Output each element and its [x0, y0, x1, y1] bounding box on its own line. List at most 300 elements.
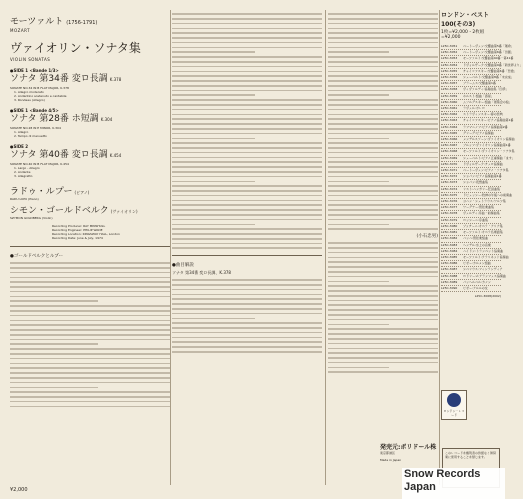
text-line [328, 271, 438, 273]
rental-notice: このレコードを権利者の許諾なく賃貸業に使用することを禁じます。 [445, 451, 497, 460]
work-title-text: ソナタ 第40番 変ロ長調 [10, 150, 108, 160]
text-line [10, 363, 170, 365]
essay-text-block [328, 242, 438, 373]
series-catalog-column [441, 10, 523, 299]
text-line [172, 181, 255, 183]
series-item-number: L25C-3078 [441, 211, 458, 216]
text-line [328, 66, 438, 68]
movement: 1. Allegro [14, 130, 29, 134]
text-line [328, 118, 438, 120]
text-line [328, 42, 438, 44]
series-item-title: モーツァルト:ヴァイオリン・ソナタ集 [463, 149, 515, 154]
text-line [328, 281, 389, 283]
text-line [10, 300, 98, 302]
series-item-title: ショパン:夜想曲集 [463, 180, 488, 185]
text-line [172, 109, 322, 111]
text-line [10, 343, 98, 345]
divider [10, 246, 170, 247]
work-title [10, 114, 170, 125]
series-item-title: ロッシーニ:序曲集 [463, 217, 488, 222]
text-line [328, 71, 438, 73]
publisher-address: 東京都港区 [380, 451, 396, 455]
text-line [10, 286, 170, 288]
text-line [328, 51, 389, 53]
text-line [328, 190, 438, 192]
text-line [10, 320, 170, 322]
text-line [10, 291, 170, 293]
text-line [172, 195, 322, 197]
text-line [328, 209, 438, 211]
text-line [172, 152, 322, 154]
text-line [172, 28, 322, 30]
series-item-title: ワーグナー:管弦楽曲集 [463, 205, 495, 210]
series-item-number: L25C-3057 [441, 81, 458, 86]
text-line [328, 75, 438, 77]
movement: 1. Largo - Allegro [14, 166, 40, 170]
album-title-en: VIOLIN SONATAS [10, 57, 51, 62]
text-line [328, 338, 438, 340]
series-item-title: ヴェルディ:序曲・前奏曲集 [463, 211, 500, 216]
series-item-title: シューベルト:交響曲第8番「未完成」 [463, 75, 514, 80]
series-item-number: L25C-3083 [441, 242, 458, 247]
series-prices: 1枚=¥2,000・2枚組=¥2,000 [441, 30, 485, 40]
text-line [172, 147, 322, 149]
text-line [10, 272, 170, 274]
text-line [172, 327, 322, 329]
movement: 3. Rondeau (Allegro) [14, 98, 45, 102]
text-line [172, 51, 255, 53]
work-title [10, 150, 170, 161]
text-line [328, 357, 438, 359]
series-item-number: L25C-3070 [441, 161, 458, 166]
text-line [172, 337, 322, 339]
series-item-title: メンデルスゾーン:ヴァイオリン協奏曲 [463, 137, 515, 142]
text-line [10, 334, 170, 336]
series-item-number: L25C-3079 [441, 217, 458, 222]
text-line [172, 80, 322, 82]
text-line [172, 204, 322, 206]
section-subheading: ソナタ 第34番 変ロ長調、K.378 [172, 270, 231, 276]
series-item-number: L25C-3068 [441, 149, 458, 154]
made-in-label: Made in Japan [380, 458, 402, 462]
series-item-number: L25C-3067 [441, 143, 458, 148]
text-line [328, 333, 438, 335]
text-line [172, 341, 322, 343]
text-line [172, 138, 255, 140]
text-line [10, 310, 170, 312]
text-line [10, 401, 170, 403]
text-line [328, 152, 438, 154]
publisher: 発売元:ポリドール株 [380, 444, 437, 451]
text-line [172, 85, 322, 87]
text-line [172, 200, 322, 202]
text-line [172, 346, 322, 348]
text-line [328, 362, 438, 364]
text-line [172, 219, 322, 221]
series-item-title: ムソルグスキー:組曲「展覧会の絵」 [463, 99, 512, 104]
text-line [10, 396, 170, 398]
text-line [328, 266, 438, 268]
text-line [10, 353, 170, 355]
series-item-title: ラフマニノフ:ピアノ協奏曲第2番 [463, 124, 508, 129]
text-line [172, 142, 322, 144]
text-line [328, 224, 389, 226]
text-line [328, 242, 438, 244]
text-line [328, 309, 438, 311]
series-item-title: ヨハン・シュトラウス:ワルツ集 [463, 199, 506, 204]
text-line [172, 133, 322, 135]
series-item-number: L25C-3080 [441, 223, 458, 228]
movement: 2. Tempo di menuetto [14, 134, 47, 138]
series-item-title: ヘンデル:水上の音楽 [463, 242, 491, 247]
work-catalog: K.454 [109, 153, 122, 158]
watermark: Japan [404, 481, 436, 493]
series-item-number: L25C-3063 [441, 118, 458, 123]
series-item-title: モーツァルト:交響曲第40番・第41番 [463, 56, 514, 61]
text-line [328, 247, 438, 249]
text-line [172, 332, 322, 334]
series-item-title: パッヘルベル:カノン [463, 279, 491, 284]
series-item-number: L25C-3075 [441, 192, 458, 197]
text-line [328, 142, 438, 144]
price-label: ¥2,000 [10, 487, 28, 493]
album-title: ヴァイオリン・ソナタ集 [10, 41, 141, 55]
series-item-number: L25C-3071 [441, 168, 458, 173]
text-line [172, 313, 322, 315]
text-line [10, 382, 170, 384]
text-line [172, 66, 322, 68]
series-item-number: L25C-3081 [441, 230, 458, 235]
text-line [172, 233, 322, 235]
text-line [172, 284, 322, 286]
series-item-title: シューベルト:ピアノ五重奏曲「ます」 [463, 155, 515, 160]
series-item-number: L25C-3076 [441, 199, 458, 204]
series-item-number: L25C-3082 [441, 236, 458, 241]
text-line [328, 257, 438, 259]
text-line [328, 90, 438, 92]
section-heading: ●曲目解説 [172, 263, 194, 269]
text-line [328, 214, 438, 216]
text-line [172, 351, 322, 353]
text-line [328, 367, 389, 369]
text-line [172, 322, 322, 324]
series-item-title: ベートーヴェン:ピアノ・ソナタ集 [463, 168, 509, 173]
text-line [172, 118, 322, 120]
text-line [172, 308, 322, 310]
series-item-number: L25C-3069 [441, 155, 458, 160]
series-item-title: シベリウス:フィンランディア [463, 267, 503, 272]
text-line [328, 18, 438, 20]
series-item-title: チャイコフスキー:ピアノ協奏曲第1番 [463, 118, 514, 123]
text-line [10, 329, 170, 331]
text-line [328, 352, 438, 354]
text-line [172, 94, 255, 96]
performer-name: シモン・ゴールドベルク [10, 206, 109, 216]
work-title-text: ソナタ 第28番 ホ短調 [10, 114, 99, 124]
text-line [328, 319, 438, 321]
text-line [172, 171, 322, 173]
text-line [328, 104, 438, 106]
composer [10, 14, 170, 27]
text-line [328, 176, 438, 178]
text-line [328, 161, 438, 163]
series-item-number: L25C-3052 [441, 50, 458, 55]
work-catalog: K.304 [100, 117, 113, 122]
text-line [172, 243, 322, 245]
credit-line: Recording Location: KINGSWAY HALL, London [52, 232, 120, 236]
text-line [172, 42, 322, 44]
series-item-number: L25C-3077 [441, 205, 458, 210]
label-logo-icon [447, 393, 461, 407]
work-title [10, 74, 170, 85]
text-line [10, 348, 170, 350]
column-divider [170, 10, 171, 485]
movement: 3. Allegretto [14, 174, 33, 178]
series-item-number: L25C-3072 [441, 174, 458, 179]
movement: 1. Allegro moderato [14, 90, 44, 94]
text-line [10, 315, 170, 317]
series-item-number: L25C-3084 [441, 248, 458, 253]
series-item-number: L25C-3073 [441, 180, 458, 185]
credit-line: Recording Engineer: PHILIP WADE [52, 228, 103, 232]
series-item-number: L25C-3062 [441, 112, 458, 117]
recording-credits [52, 224, 132, 240]
series-item [441, 286, 501, 292]
series-item-number: L25C-3053 [441, 56, 458, 61]
text-line [10, 391, 170, 393]
text-line [328, 47, 438, 49]
text-line [10, 281, 170, 283]
text-line [172, 32, 322, 34]
series-item-title: チャイコフスキー:交響曲第6番「悲愴」 [463, 68, 517, 73]
text-line [10, 377, 170, 379]
series-item-title: ブラームス:交響曲第1番 [463, 81, 496, 86]
side-label: ●SIDE 2 [10, 144, 29, 149]
series-item-title: ラヴェル:ボレロ [463, 106, 485, 111]
essay-text-block [10, 262, 170, 407]
text-line [172, 279, 322, 281]
work-title-en: SONATE NO.40 IN B FLAT MAJOR, K.454 [10, 162, 69, 166]
series-item-number: L25C-3086 [441, 261, 458, 266]
text-line [172, 294, 322, 296]
text-line [10, 358, 170, 360]
text-line [328, 37, 438, 39]
text-line [10, 262, 170, 264]
text-line [10, 324, 170, 326]
text-line [328, 138, 389, 140]
text-line [328, 200, 438, 202]
text-line [172, 289, 322, 291]
performer [10, 184, 170, 197]
series-item-title: ベートーヴェン:交響曲第6番「田園」 [463, 50, 514, 55]
movement: 2. Andante [14, 170, 31, 174]
divider [172, 255, 322, 256]
performer-name-en: SZYMON GOLDBERG (Violin) [10, 216, 53, 220]
text-line [172, 228, 322, 230]
text-line [172, 303, 322, 305]
column-divider [325, 10, 326, 485]
essay-text-block [172, 13, 322, 249]
text-line [10, 277, 170, 279]
series-item-number: L25C-3054 [441, 62, 458, 67]
performer-instrument: (ピアノ) [74, 190, 90, 195]
series-item-number: L25C-3058 [441, 87, 458, 92]
performer-name-en: RADU LUPU (Piano) [10, 197, 39, 201]
text-line [328, 94, 389, 96]
performer-instrument: (ヴァイオリン) [110, 209, 138, 214]
text-line [172, 75, 322, 77]
text-line [172, 104, 322, 106]
middle-column-1 [172, 10, 322, 356]
side-label: ●SIDE 1 <Bande 1/3> [10, 68, 59, 73]
text-line [328, 99, 438, 101]
performers [10, 184, 170, 220]
text-line [328, 32, 438, 34]
credit-line: Recording Date: June & July, 1974 [52, 236, 103, 240]
performer [10, 203, 170, 216]
section-heading: ●ゴールドベルクとルプー [10, 254, 64, 259]
label-logo-text: ロンドン・レコード [443, 409, 465, 417]
series-item-title: ハイドン:トランペット協奏曲 [463, 248, 504, 253]
series-item-title: モーツァルト:クラリネット協奏曲 [463, 254, 509, 259]
text-line [328, 285, 438, 287]
text-line [10, 367, 170, 369]
text-line [328, 304, 438, 306]
series-item-number: L25C-3090 [441, 285, 458, 290]
text-line [172, 298, 322, 300]
series-item-title: ロドリーゴ:アランフェス協奏曲 [463, 273, 506, 278]
work-title-en: SONATE NO.34 IN B FLAT MAJOR, K.378 [10, 86, 69, 90]
text-line [172, 238, 322, 240]
series-list [441, 44, 523, 292]
series-item-title: プッチーニ:オペラ・アリア集 [463, 223, 503, 228]
series-item-number: L25C-3051 [441, 44, 458, 48]
series-item-title: ビゼー:アルルの女 [463, 285, 488, 290]
side-label: ●SIDE 1 <Bande 4/5> [10, 108, 59, 113]
series-item-title: リスト:ハンガリー狂詩曲集 [463, 186, 500, 191]
author-signature: (小石忠男) [416, 234, 438, 240]
text-line [172, 37, 322, 39]
series-item-number: L25C-3056 [441, 75, 458, 80]
series-item-number: L25C-3089 [441, 279, 458, 284]
text-line [172, 209, 322, 211]
series-item-number: L25C-3066 [441, 137, 458, 142]
text-line [328, 61, 438, 63]
composer-name-en: MOZART [10, 28, 31, 33]
text-line [328, 252, 438, 254]
series-item-title: ベートーヴェン:交響曲第5番「運命」 [463, 44, 514, 48]
middle-column-2 [328, 10, 438, 376]
text-line [172, 214, 322, 216]
text-line [328, 261, 438, 263]
watermark: Snow Records [404, 468, 481, 480]
text-line [10, 296, 170, 298]
series-item-title: モーツァルト:オペラ名場面集 [463, 230, 503, 235]
text-line [328, 123, 438, 125]
performer-name: ラドゥ・ルプー [10, 187, 73, 197]
series-item-title: グリーグ:ピアノ協奏曲 [463, 130, 494, 135]
text-line [328, 348, 438, 350]
text-line [172, 176, 322, 178]
text-line [328, 181, 389, 183]
text-line [172, 99, 322, 101]
text-line [328, 204, 438, 206]
text-line [172, 23, 322, 25]
credit-line: Recording Producer: RAY MINSHULL [52, 224, 106, 228]
series-item-title: ブルッフ:ヴァイオリン協奏曲第1番 [463, 143, 511, 148]
text-line [172, 128, 322, 130]
text-line [328, 28, 438, 30]
text-line [328, 133, 438, 135]
label-logo [441, 390, 467, 420]
series-item-title: ビゼー:カルメン組曲 [463, 261, 491, 266]
text-line [172, 18, 322, 20]
text-line [172, 56, 322, 58]
text-line [172, 13, 322, 15]
series-code: L25C-3068(2002) [474, 294, 501, 299]
series-item-title: ドヴォルザーク:交響曲第9番「新世界より」 [463, 62, 523, 67]
text-line [328, 371, 438, 373]
text-line [172, 185, 322, 187]
series-item-number: L25C-3085 [441, 254, 458, 259]
work-title-text: ソナタ 第34番 変ロ長調 [10, 74, 108, 84]
series-item-number: L25C-3065 [441, 130, 458, 135]
text-line [172, 47, 322, 49]
series-item-title: ショパン:ピアノ協奏曲第1番 [463, 174, 502, 179]
text-line [172, 161, 322, 163]
text-line [328, 23, 438, 25]
text-line [328, 314, 438, 316]
series-item-number: L25C-3059 [441, 93, 458, 98]
text-line [172, 90, 322, 92]
text-line [328, 171, 438, 173]
text-line [328, 157, 438, 159]
text-line [172, 190, 322, 192]
text-line [10, 267, 170, 269]
movement: 2. Andantino sostenuto e cantabile [14, 94, 67, 98]
series-item-title: ドヴォルザーク:チェロ協奏曲 [463, 161, 503, 166]
text-line [328, 276, 438, 278]
series-item-title: ヴィヴァルディ:協奏曲集「四季」 [463, 87, 509, 92]
essay-text-block [172, 279, 322, 352]
text-line [172, 166, 322, 168]
series-title: ロンドン・ベスト100(その3) [441, 12, 490, 28]
text-line [328, 343, 438, 345]
composer-name: モーツァルト [10, 17, 64, 27]
series-item-number: L25C-3074 [441, 186, 458, 191]
text-line [172, 157, 322, 159]
text-line [172, 247, 322, 249]
text-line [328, 295, 438, 297]
text-line [328, 114, 438, 116]
text-line [328, 80, 438, 82]
column-divider [439, 10, 440, 485]
text-line [328, 300, 438, 302]
text-line [328, 166, 438, 168]
essay-text-block [328, 13, 438, 230]
series-item-title: バッハ:管弦楽組曲 [463, 236, 489, 241]
series-item-title: ストラヴィンスキー:春の祭典 [463, 112, 503, 117]
text-line [172, 71, 322, 73]
text-line [172, 123, 322, 125]
text-line [328, 147, 438, 149]
series-item-number: L25C-3088 [441, 273, 458, 278]
text-line [328, 219, 438, 221]
text-line [328, 185, 438, 187]
text-line [10, 387, 98, 389]
text-line [10, 406, 170, 408]
series-item-number: L25C-3060 [441, 99, 458, 104]
